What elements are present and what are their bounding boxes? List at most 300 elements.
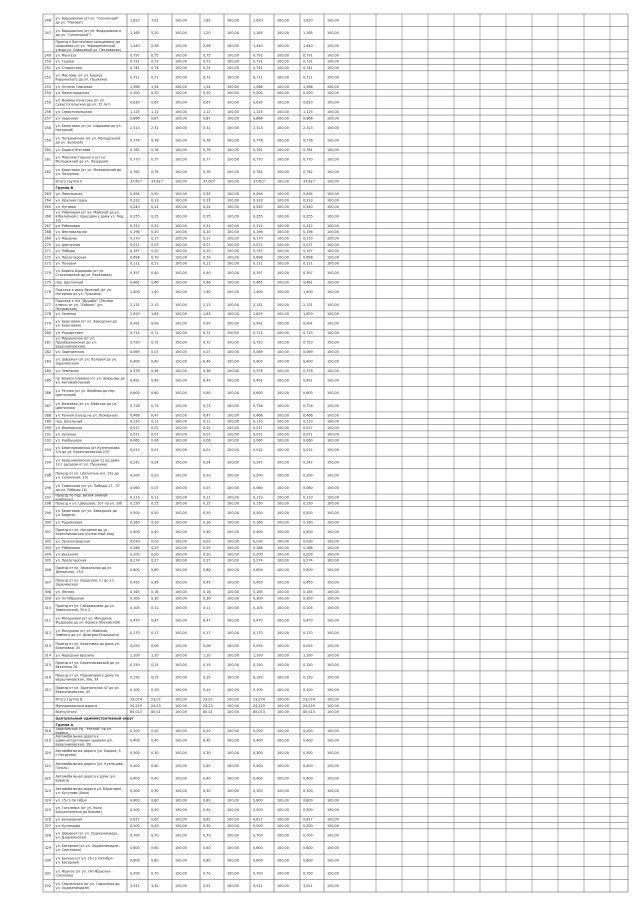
cell-value: 1,620 [253,18,263,23]
cell-value: 3,52 [203,883,211,888]
cell-value: 100,00 [327,280,339,285]
cell-value: 100,00 [227,350,239,355]
cell-value: 0,50 [203,192,211,197]
row-number: 313 [44,643,51,648]
row-number: 291 [44,432,51,437]
cell-value: 2,131 [253,302,263,307]
cell-value: 0,200 [303,473,313,478]
cell-value: 2,58 [203,43,211,48]
row-number: 265 [44,204,51,209]
cell-value: 0,491 [303,378,313,383]
cell-value: 100,00 [277,236,289,241]
row-number: 318 [44,729,51,734]
cell-value: 0,20 [151,249,159,254]
cell-value: 100,00 [277,883,289,888]
cell-value: 100,00 [227,643,239,648]
cell-value: 0,80 [151,798,159,803]
cell-value: 100,00 [227,157,239,162]
cell-value: 100,00 [175,545,187,550]
cell-value: 0,20 [203,230,211,235]
cell-value: 100,00 [277,688,289,693]
cell-value: 100,00 [277,871,289,876]
cell-value: 0,40 [203,738,211,743]
cell-value: 100,00 [175,359,187,364]
cell-value: 100,00 [277,530,289,535]
cell-value: 0,73 [151,403,159,408]
cell-value: 100,00 [227,631,239,636]
cell-value: 0,286 [253,545,263,550]
row-name: Федорова до ул. Бориса Обуховской) [55,620,121,625]
cell-value: 100,00 [327,845,339,850]
cell-value: 100,00 [277,148,289,153]
cell-value: 100,00 [227,558,239,563]
row-name: ул. Героев [55,59,74,64]
cell-value: 100,00 [175,460,187,465]
cell-value: 100,00 [227,432,239,437]
cell-value: 100,00 [175,179,187,184]
row-name: ул. Родниковая [55,520,83,525]
cell-value: 100,00 [227,729,239,734]
cell-value: 0,87 [203,116,211,121]
cell-value: 0,16 [151,590,159,595]
row-number: 254 [44,91,51,96]
cell-value: 0,012 [130,448,140,453]
row-name: ул. Бульварная [55,817,83,822]
cell-value: 100,00 [327,179,339,184]
cell-value: 0,300 [130,789,140,794]
cell-value: 100,00 [227,31,239,36]
cell-value: 0,240 [303,204,313,209]
row-name: Весенняя 20 [55,664,78,669]
cell-value: 0,466 [253,413,263,418]
cell-value: 100,00 [327,568,339,573]
row-number: 280 [44,331,51,336]
row-name: ул. Пролетарская [55,558,87,563]
cell-value: 0,776 [130,138,140,143]
cell-value: 100,00 [227,125,239,130]
cell-value: 0,40 [151,738,159,743]
cell-value: 0,15 [203,501,211,506]
cell-value: 100,00 [227,858,239,863]
cell-value: 0,300 [303,596,313,601]
cell-value: 0,196 [253,230,263,235]
cell-value: 0,494 [130,192,140,197]
cell-value: 100,00 [327,255,339,260]
cell-value: 0,40 [151,776,159,781]
cell-value: 100,00 [175,539,187,544]
cell-value: 100,00 [175,369,187,374]
row-number: 309 [44,596,51,601]
row-name: ул. Речная (съезд на ул. Пожарная) [55,413,118,418]
cell-value: 0,170 [303,631,313,636]
cell-value: 0,105 [303,605,313,610]
cell-value: 100,00 [227,378,239,383]
row-name: Группа В [55,185,74,190]
cell-value: 100,00 [175,432,187,437]
cell-value: 0,800 [253,568,263,573]
cell-value: 100,00 [175,596,187,601]
cell-value: 100,00 [227,763,239,768]
cell-value: 0,20 [151,473,159,478]
cell-value: 100,00 [227,605,239,610]
cell-value: 100,00 [227,653,239,658]
cell-value: 100,00 [227,192,239,197]
cell-value: 100,00 [175,501,187,506]
row-name: Бориса) [55,778,70,783]
cell-value: 100,00 [277,223,289,228]
cell-value: 2,13 [203,302,211,307]
cell-value: 100,00 [277,539,289,544]
cell-value: 0,200 [253,552,263,557]
cell-value: 100,00 [227,495,239,500]
cell-value: 0,700 [253,871,263,876]
cell-value: 100,00 [175,776,187,781]
cell-value: 100,00 [175,618,187,623]
cell-value: 0,711 [253,75,263,80]
cell-value: 100,00 [227,590,239,595]
cell-value: 0,800 [303,798,313,803]
cell-value: 0,40 [151,530,159,535]
row-name: до ул. Зелёной) [55,140,83,145]
cell-value: 0,770 [303,157,313,162]
cell-value: 0,866 [253,116,263,121]
cell-value: 100,00 [277,460,289,465]
cell-value: 100,00 [277,125,289,130]
cell-value: 100,00 [227,249,239,254]
row-name: ул. Народная Бразиль [55,653,95,658]
cell-value: 100,00 [227,321,239,326]
cell-value: 100,00 [277,643,289,648]
cell-value: 0,600 [130,845,140,850]
cell-value: 0,991 [130,321,140,326]
cell-value: 100,00 [327,710,339,715]
cell-value: 100,00 [327,703,339,708]
cell-value: 0,397 [253,271,263,276]
cell-value: 0,40 [151,359,159,364]
row-number: 277 [44,302,51,307]
row-name: ул. Заречинская [55,350,84,355]
cell-value: 0,30 [203,596,211,601]
cell-value: 100,00 [277,729,289,734]
row-name: ул. Кузнецова [55,823,81,828]
cell-value: 0,10 [203,688,211,693]
cell-value: 100,00 [227,545,239,550]
cell-value: 0,242 [253,460,263,465]
row-name: Нагорной) [55,127,74,132]
cell-value: 100,00 [327,448,339,453]
cell-value: 100,00 [327,495,339,500]
cell-value: 0,110 [253,419,263,424]
cell-value: 0,378 [130,369,140,374]
cell-value: 0,11 [203,419,211,424]
row-name: ул. Рябиновая [55,223,80,228]
row-name: Итого Группа II [55,179,83,184]
cell-value: 0,197 [130,249,140,254]
cell-value: 0,060 [130,438,140,443]
cell-value: 100,00 [175,473,187,478]
cell-value: 1,566 [253,84,263,89]
row-name: ул. Старостина [55,65,83,70]
cell-value: 0,713 [253,331,263,336]
cell-value: 100,00 [277,448,289,453]
cell-value: 0,286 [303,545,313,550]
cell-value: 85,013 [130,710,142,715]
cell-value: 100,00 [227,789,239,794]
cell-value: 0,300 [253,751,263,756]
cell-value: 0,071 [130,242,140,247]
cell-value: 100,00 [327,798,339,803]
cell-value: 0,800 [130,568,140,573]
cell-value: 0,160 [253,520,263,525]
cell-value: 0,60 [203,845,211,850]
cell-value: 0,617 [253,817,263,822]
cell-value: 0,11 [151,605,159,610]
cell-value: 100,00 [327,729,339,734]
cell-value: 100,00 [175,710,187,715]
cell-value: 0,500 [130,823,140,828]
cell-value: 100,00 [277,91,289,96]
cell-value: 1,63 [151,312,159,317]
cell-value: 1,40 [203,290,211,295]
row-number: 317 [44,688,51,693]
cell-value: 100,00 [227,833,239,838]
cell-value: 100,00 [277,590,289,595]
cell-value: 100,00 [327,148,339,153]
cell-value: 0,50 [151,823,159,828]
cell-value: 100,00 [277,378,289,383]
cell-value: 0,46 [203,280,211,285]
cell-value: 100,00 [227,703,239,708]
cell-value: 0,400 [130,776,140,781]
row-number: 275 [44,280,51,285]
row-number: 266 [44,214,51,219]
cell-value: 100,00 [175,413,187,418]
cell-value: 100,00 [277,350,289,355]
cell-value: 1,440 [303,43,313,48]
row-name: ул. Красная горка [55,198,87,203]
cell-value: 0,170 [130,631,140,636]
cell-value: 0,105 [130,605,140,610]
cell-value: 100,00 [227,271,239,276]
row-name: Заветинской, 35 к 2 [55,607,91,612]
cell-value: 0,60 [151,845,159,850]
row-name: ул. Лесная [55,590,75,595]
cell-value: 2,58 [151,43,159,48]
cell-value: 23,074 [303,697,315,702]
cell-value: 100,00 [327,53,339,58]
cell-value: 0,800 [303,568,313,573]
cell-value: 0,761 [130,148,140,153]
cell-value: 100,00 [327,823,339,828]
cell-value: 100,00 [175,808,187,813]
cell-value: 0,31 [151,223,159,228]
cell-value: 0,40 [203,271,211,276]
cell-value: 100,00 [227,751,239,756]
cell-value: 0,29 [203,545,211,550]
cell-value: 0,46 [151,280,159,285]
cell-value: 100,00 [327,485,339,490]
cell-value: 24,23 [203,703,213,708]
row-name: Автомобильная дорога к дому (ул. [55,774,116,779]
row-name: Муниципальные дороги [55,703,98,708]
cell-value: 0,800 [253,798,263,803]
cell-value: 100,00 [175,833,187,838]
cell-value: 0,762 [130,170,140,175]
cell-value: 0,11 [203,605,211,610]
cell-value: 100,00 [175,157,187,162]
row-name: ул. Цветочная [55,242,81,247]
cell-value: 0,400 [253,763,263,768]
cell-value: 100,00 [277,789,289,794]
cell-value: 0,286 [130,545,140,550]
cell-value: 1,566 [130,84,140,89]
cell-value: 85,013 [303,710,315,715]
cell-value: 100,00 [327,438,339,443]
row-number: 329 [44,845,51,850]
cell-value: 0,200 [130,473,140,478]
cell-value: 0,797 [130,53,140,58]
cell-value: 100,00 [175,438,187,443]
cell-value: 100,00 [227,710,239,715]
cell-value: 0,400 [253,738,263,743]
cell-value: 2,313 [130,125,140,130]
cell-value: 0,70 [151,255,159,260]
row-name: ул. Максима Горького (от ул. [55,155,107,160]
cell-value: 23,074 [130,697,142,702]
row-number: 307 [44,580,51,585]
cell-value: 0,07 [203,242,211,247]
cell-value: 100,00 [277,18,289,23]
cell-value: 0,600 [253,391,263,396]
cell-value: 0,400 [303,776,313,781]
cell-value: 100,00 [175,43,187,48]
cell-value: 0,150 [303,501,313,506]
cell-value: 0,030 [303,539,313,544]
cell-value: 23,07 [203,697,213,702]
row-name: ул. Ордженикидзе) [55,885,90,890]
cell-value: 100,00 [175,495,187,500]
row-name: пер. Цветочный [55,280,84,285]
row-number: 296 [44,485,51,490]
cell-value: 100,00 [175,255,187,260]
cell-value: 100,00 [327,378,339,383]
cell-value: 0,700 [253,833,263,838]
cell-value: 100,00 [327,605,339,610]
row-name: ул. Полевая [55,261,77,266]
cell-value: 1,100 [253,653,263,658]
cell-value: 100,00 [277,568,289,573]
cell-value: 100,00 [277,170,289,175]
cell-value: 100,00 [327,425,339,430]
cell-value: 100,00 [327,157,339,162]
cell-value: 0,030 [130,539,140,544]
cell-value: 100,00 [277,204,289,209]
cell-value: 0,700 [303,871,313,876]
row-number: 315 [44,662,51,667]
row-number: 281 [44,340,51,345]
row-number: 308 [44,590,51,595]
row-name: Соколова) [55,873,74,878]
cell-value: 0,70 [203,833,211,838]
cell-value: 0,312 [303,223,313,228]
cell-value: 100,00 [277,242,289,247]
cell-value: 0,017 [253,425,263,430]
cell-value: 100,00 [175,321,187,326]
cell-value: 100,00 [277,75,289,80]
row-name: ул. Березовая) [55,323,82,328]
cell-value: 0,400 [253,359,263,364]
cell-value: 1,125 [303,110,313,115]
cell-value: 100,00 [227,138,239,143]
cell-value: 0,713 [303,331,313,336]
cell-value: 0,01 [203,448,211,453]
cell-value: 100,00 [277,359,289,364]
cell-value: 100,00 [277,53,289,58]
row-name: ул. Сергеевка) [55,847,82,852]
cell-value: 37,627 [151,179,163,184]
row-name: Петровская) [55,306,78,311]
cell-value: 100,00 [175,391,187,396]
cell-value: 100,00 [277,43,289,48]
cell-value: 0,770 [253,157,263,162]
row-number: 316 [44,675,51,680]
cell-value: 0,27 [203,558,211,563]
cell-value: 0,242 [130,460,140,465]
cell-value: 0,74 [151,65,159,70]
row-name: ул. Береговая (от ул. Ширшова до ул. [55,123,122,128]
row-name: Автомобильная дорога к [55,734,99,739]
cell-value: 100,00 [227,738,239,743]
cell-value: 100,00 [227,413,239,418]
cell-value: 0,741 [303,65,313,70]
cell-value: 100,00 [227,116,239,121]
cell-value: 0,111 [303,261,313,266]
row-number: 268 [44,230,51,235]
cell-value: 0,29 [151,545,159,550]
cell-value: 0,470 [130,618,140,623]
cell-value: 0,500 [130,511,140,516]
cell-value: 100,00 [277,662,289,667]
cell-value: 2,31 [151,125,159,130]
cell-value: 100,00 [327,580,339,585]
row-name: ул. Балкан (от ул. 25-го Октября - [55,856,115,861]
cell-value: 0,071 [130,432,140,437]
cell-value: 100,00 [227,290,239,295]
cell-value: 0,72 [203,340,211,345]
cell-value: 0,300 [130,596,140,601]
cell-value: 100,00 [277,331,289,336]
cell-value: 2,13 [151,302,159,307]
cell-value: 0,15 [203,675,211,680]
cell-value: 0,70 [151,871,159,876]
cell-value: 100,00 [175,290,187,295]
cell-value: 0,17 [203,631,211,636]
row-name: Деповская, 17/1 [55,570,84,575]
cell-value: 0,200 [303,729,313,734]
row-name: ул. Бориса Жеглова [55,148,91,153]
row-number: 325 [44,808,51,813]
cell-value: 0,500 [253,823,263,828]
cell-value: 0,491 [253,378,263,383]
cell-value: 100,00 [175,738,187,743]
cell-value: 0,400 [130,738,140,743]
cell-value: 0,726 [303,403,313,408]
cell-value: 0,20 [151,729,159,734]
cell-value: 100,00 [327,110,339,115]
cell-value: 100,00 [327,618,339,623]
cell-value: 0,242 [303,460,313,465]
row-number: 287 [44,403,51,408]
